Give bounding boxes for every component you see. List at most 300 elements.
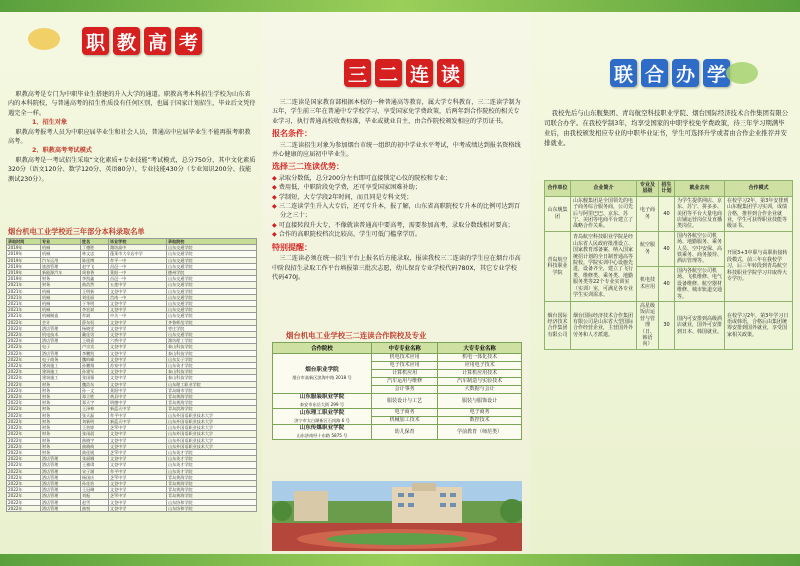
- table-cell: 2019年: [7, 257, 41, 263]
- title-char: 考: [175, 27, 202, 55]
- table-cell: 曲晓宇: [81, 437, 109, 443]
- table-cell: 陈佳博: [81, 257, 109, 263]
- table-cell: 2022年: [7, 418, 41, 424]
- table-cell: 2022年: [7, 332, 41, 338]
- table-cell: 孙一文: [81, 387, 109, 393]
- table-cell: 苏家中学: [109, 363, 167, 369]
- table-cell: 酒店管理: [41, 325, 81, 331]
- table-cell: 2019年: [7, 263, 41, 269]
- table-cell: 新能源汽车: [41, 270, 81, 276]
- job-cell: 国内各航空公司机场、地勤服务、乘务人员、空中安保、高铁乘务、商务接待、酒店管理等。: [675, 231, 725, 266]
- table-cell: 酒店管理: [41, 462, 81, 468]
- table-cell: 酒店管理: [41, 480, 81, 486]
- table-cell: 刘振: [81, 493, 109, 499]
- panel-title: [82, 24, 202, 58]
- check-icon: ◆: [272, 221, 279, 229]
- table-cell: 文登中学: [109, 456, 167, 462]
- table-cell: 2019年: [7, 276, 41, 282]
- table-cell: 泰山科技学院: [167, 375, 257, 381]
- list-item: [272, 202, 522, 221]
- table-cell: 计算机应用: [372, 370, 438, 378]
- job-cell: 为学生提供网店、京东、苏宁、拼多多、美团等平台大量电商店铺运营岗位及直播类岗位。: [675, 196, 725, 231]
- table-cell: 枣庄学院: [167, 325, 257, 331]
- intro-paragraph: 我校先后与山东舰集团、青岛航空科技职业学院、烟台国际经济技术合作集团有限公司联合办学。在我校学制3年，均享受国家的中职学校免学费政策，待三年学习期满毕业后，由我校颁发相应专业的中职毕业证书，学生可选择升学或者由合作企业推荐并安排就业。: [544, 109, 789, 147]
- table-cell: 财务: [41, 282, 81, 288]
- plan-cell: 40: [659, 266, 675, 301]
- table-cell: 汽车制造与实验技术: [438, 378, 522, 386]
- flower-icon: [28, 28, 60, 50]
- advantage-text: 费用低，中职阶段免学费，还可享受国家困难补助；: [278, 184, 422, 192]
- table-cell: 于华明: [81, 301, 109, 307]
- check-icon: ◆: [272, 174, 279, 182]
- table-cell: 孙鹏翔: [81, 363, 109, 369]
- advantage-text: 学制短，大专学段2年时间，而且同是专科文凭；: [278, 193, 413, 201]
- table-cell: 青岛黄海学院: [167, 474, 257, 480]
- major-cell: 航空服务: [637, 231, 659, 266]
- table-cell: 芝罘中学: [109, 474, 167, 480]
- title-char: 联: [610, 59, 637, 87]
- table-cell: 文登中学: [109, 443, 167, 449]
- table-cell: 山东理工职业学院: [167, 381, 257, 387]
- table-cell: 2022年: [7, 437, 41, 443]
- three-two-text: [272, 98, 522, 282]
- school-cell: [273, 425, 372, 440]
- title-char: 教: [113, 27, 140, 55]
- list-item: [272, 183, 522, 192]
- table-cell: 新蓝天中学: [109, 418, 167, 424]
- table-cell: 牟斌: [81, 313, 109, 319]
- section-heading: 特别提醒：: [272, 242, 312, 252]
- table-cell: 泰山科技学院: [167, 344, 257, 350]
- table-cell: 赵宇飞: [81, 263, 109, 269]
- table-cell: 山东交通学院: [167, 332, 257, 338]
- table-header: 企业简介: [571, 181, 637, 197]
- table-cell: 2022年: [7, 493, 41, 499]
- table-cell: 山东女子学院: [167, 356, 257, 362]
- table-cell: 泰山科技学院: [167, 369, 257, 375]
- table-cell: 芝罘中学: [109, 425, 167, 431]
- table-cell: 2022年: [7, 325, 41, 331]
- table-cell: 昌邑一中: [109, 276, 167, 282]
- table-cell: 2021年: [7, 313, 41, 319]
- check-icon: ◆: [272, 203, 279, 211]
- table-cell: 电子商务: [41, 356, 81, 362]
- plan-cell: 40: [659, 196, 675, 231]
- title-char: 合: [641, 59, 668, 87]
- table-cell: 牟平一中: [109, 257, 167, 263]
- table-cell: 文登中学: [109, 307, 167, 313]
- table-cell: 孙佳怡: [81, 480, 109, 486]
- table-cell: 新蓝天中学: [109, 406, 167, 412]
- list-item: [272, 221, 522, 230]
- table-cell: 芝罘中学: [109, 493, 167, 499]
- table-header: 录取时间: [7, 239, 41, 245]
- campus-photo: [272, 481, 522, 551]
- table-cell: 建筑施工: [41, 369, 81, 375]
- table-row: [273, 425, 522, 440]
- panel-vocational-exam: [0, 12, 262, 554]
- table-cell: 机电技术应用: [372, 354, 438, 362]
- table-header: 招生计划: [659, 181, 675, 197]
- table-cell: 机电技术: [41, 332, 81, 338]
- table-cell: 山东外国语职业技术大学: [167, 431, 257, 437]
- table-cell: 卢宗宾: [81, 344, 109, 350]
- major-cell: 机电技术应用: [637, 266, 659, 301]
- table-cell: 财务: [41, 381, 81, 387]
- table-cell: 2022年: [7, 394, 41, 400]
- intro-cell: 烟台国际经济技术合作集团有限公司是山东省大型国际合作经营企业，主营国外外劳务和人才派遣。: [571, 301, 637, 349]
- table-cell: 孙建军: [81, 369, 109, 375]
- table-cell: 财务: [41, 443, 81, 449]
- table-cell: 山东协和学院: [167, 499, 257, 505]
- check-icon: ◆: [272, 193, 279, 201]
- table-cell: 王明新: [81, 288, 109, 294]
- paragraph: 职教高考是一考试招生采取“文化素质+专业技能”考试模式，总分750分，其中文化素质320分（语文120分、数学120分、英语80分），专业技能430分（专业知识200分、技能测试230分）。: [8, 156, 256, 183]
- title-char: 连: [406, 59, 433, 87]
- table-cell: 2022年: [7, 412, 41, 418]
- intro-cell: 山东舰集团是全国领先的电子商务综合服务商，公司先后与阿里巴巴、京东、苏宁、美团等电商平台建立了战略合作关系。: [571, 196, 637, 231]
- major-cell: 电子商务: [637, 196, 659, 231]
- table-cell: 2022年: [7, 487, 41, 493]
- table-cell: 青岛黄海学院: [167, 487, 257, 493]
- table-cell: 文登中学: [109, 356, 167, 362]
- table-cell: 2022年: [7, 356, 41, 362]
- table-cell: 青岛黄海学院: [167, 493, 257, 499]
- table-cell: 2022年: [7, 375, 41, 381]
- table-cell: 林文忠: [81, 251, 109, 257]
- table-cell: 山东外国语职业技术大学: [167, 425, 257, 431]
- table-cell: 2019年: [7, 270, 41, 276]
- table-cell: 六桥中学: [109, 338, 167, 344]
- panel-three-two: [262, 12, 530, 554]
- top-band: [0, 0, 800, 12]
- table-cell: 山东交通学院: [167, 288, 257, 294]
- table-cell: 服装与服饰设计: [438, 394, 522, 409]
- table-cell: 2022年: [7, 505, 41, 511]
- table-cell: 文登中学: [109, 344, 167, 350]
- mode-cell: 在校学习2年，第3年安排到山东舰集团学习实训，成绩合格，推荐到合作企业就业，学生可获得职业技能等级证书。: [725, 196, 793, 231]
- table-cell: 机械加工技术: [372, 417, 438, 425]
- table-cell: 财务: [41, 406, 81, 412]
- table-cell: 魏昀峰: [81, 356, 109, 362]
- table-cell: 蓬莱市大辛店中学: [109, 251, 167, 257]
- unit-cell: 青岛航空科技职业学院: [545, 231, 571, 301]
- table-cell: 青岛黄海学院: [167, 400, 257, 406]
- table-cell: 莱阳一中: [109, 270, 167, 276]
- table-cell: 青岛黄海学院: [167, 480, 257, 486]
- paragraph: 三二连读必须在统一招生平台上报名后方能录取，报读我校三二连读的学生应在烟台市高中阶段招生录取工作平台填报第三批次志愿，幼儿保育专业学校代码780X，其它专业学校代码470J。: [272, 255, 521, 281]
- table-cell: 曲晓萌: [81, 443, 109, 449]
- table-cell: 2021年: [7, 307, 41, 313]
- table-cell: 山东交通学院: [167, 257, 257, 263]
- table-cell: 山东外国语职业技术大学: [167, 443, 257, 449]
- table-cell: 2022年: [7, 443, 41, 449]
- table-cell: 酒店管理: [41, 338, 81, 344]
- table-cell: 山东英才学院: [167, 363, 257, 369]
- table-cell: 数控技术: [438, 417, 522, 425]
- school-address: 山东济南经十东路 5875 号: [296, 433, 348, 438]
- table-cell: 山东交通学院: [167, 263, 257, 269]
- table-cell: 张雨晨: [81, 431, 109, 437]
- school-address: 济宁市太白湖新区石岗路 6 号: [294, 417, 350, 423]
- table-cell: 电子商务: [438, 409, 522, 417]
- table-cell: 刘佳丽: [81, 294, 109, 300]
- advantage-text: 三二连读学生升入大专后，还可专升本，报了解，山东省高职院校专升本的比例可达到百分之三十；: [278, 203, 521, 220]
- table-cell: 文登中学: [109, 375, 167, 381]
- table-cell: 机械: [41, 245, 81, 251]
- table-cell: 潍坊理工学院: [167, 338, 257, 344]
- table-cell: 山东英才学院: [167, 449, 257, 455]
- table-cell: 山东交通学院: [167, 251, 257, 257]
- table-cell: 杨晓雯: [81, 325, 109, 331]
- table-cell: 机械: [41, 251, 81, 257]
- table-cell: 王怡婷: [81, 425, 109, 431]
- school-address: 泰安市东岳大街 299 号: [299, 402, 345, 407]
- table-cell: 牟平中学: [109, 412, 167, 418]
- table-cell: 酒店管理: [41, 493, 81, 499]
- table-cell: 文登中学: [109, 350, 167, 356]
- table-cell: 2022年: [7, 456, 41, 462]
- school-cell: [273, 394, 372, 409]
- school-address: 烟台市高新区滨海中路 2018 号: [292, 374, 352, 380]
- table-cell: 刘新明: [81, 418, 109, 424]
- table-cell: 电子商务: [372, 409, 438, 417]
- title-char: 读: [437, 59, 464, 87]
- section-heading: 2、职教高考考试模式: [32, 147, 92, 155]
- table-cell: 汽车运用: [41, 257, 81, 263]
- bottom-band: [0, 554, 800, 566]
- table-cell: 文登中学: [109, 487, 167, 493]
- table-cell: 郑天宇: [81, 400, 109, 406]
- list-item: [272, 230, 522, 239]
- plan-cell: 40: [659, 231, 675, 266]
- table-cell: 建筑施工: [41, 375, 81, 381]
- table-cell: 2022年: [7, 381, 41, 387]
- job-cell: 国内可安排到高级酒店就业，国外可安排到日本、韩国就业。: [675, 301, 725, 349]
- table-cell: 青岛黄海学院: [167, 394, 257, 400]
- table-cell: 山东英才学院: [167, 456, 257, 462]
- section-heading: 1、招生对象: [32, 119, 68, 127]
- table-cell: 大数据与会计: [438, 386, 522, 394]
- section-heading: 选择三二连读优势：: [272, 162, 344, 172]
- table-cell: 丁德胜: [81, 245, 109, 251]
- table-cell: 电子: [41, 344, 81, 350]
- table-cell: 文登中学: [109, 369, 167, 375]
- table-cell: 2022年: [7, 400, 41, 406]
- table-cell: 酒店管理: [41, 456, 81, 462]
- section-heading: 报名条件：: [272, 129, 312, 139]
- paragraph: 职教高考报考人员为中职应届毕业生和社会人员，普通高中应届毕业生不能再报考职教高考。: [8, 128, 251, 146]
- title-char: 学: [703, 59, 730, 87]
- table-cell: 财务: [41, 418, 81, 424]
- school-cell: [273, 354, 372, 394]
- paragraph: 三二连读招生对象为参加烟台市统一组织的初中学业水平考试，中考成绩达到报名资格线并心健康的应届初中毕业生。: [272, 141, 521, 159]
- admission-table: [6, 238, 257, 512]
- table-cell: 2022年: [7, 350, 41, 356]
- table-cell: 财务: [41, 437, 81, 443]
- table-cell: 杨国庆: [81, 474, 109, 480]
- table-cell: 泰山科技学院: [167, 350, 257, 356]
- advantage-list: [272, 174, 522, 240]
- school-name: 烟台职业学院: [305, 366, 339, 373]
- table-cell: 明德中学: [109, 400, 167, 406]
- table-cell: 建筑施工: [41, 363, 81, 369]
- table-cell: 旅游管理: [41, 263, 81, 269]
- school-name: 山东服装职业学院: [299, 394, 345, 400]
- table-header: 合作单位: [545, 181, 571, 197]
- table-cell: 财务: [41, 394, 81, 400]
- panel-title: [344, 56, 464, 90]
- title-char: 二: [375, 59, 402, 87]
- table-cell: 财务: [41, 449, 81, 455]
- table-cell: 郑立胜: [81, 394, 109, 400]
- table-cell: 2022年: [7, 468, 41, 474]
- table-cell: 汽车运用与维修: [372, 378, 438, 386]
- table-cell: 2022年: [7, 499, 41, 505]
- table-cell: 2022年: [7, 474, 41, 480]
- table-cell: 王泽林: [81, 406, 109, 412]
- title-char: 办: [672, 59, 699, 87]
- table-cell: 2022年: [7, 406, 41, 412]
- table-row: [7, 505, 257, 511]
- table-cell: 机械: [41, 301, 81, 307]
- table-cell: 昌邑一中: [109, 263, 167, 269]
- table-cell: 2022年: [7, 319, 41, 325]
- table-cell: 山东协和学院: [167, 505, 257, 511]
- table-cell: 计算机应用技术: [438, 370, 522, 378]
- table-cell: 周春香: [81, 270, 109, 276]
- table-title: 烟台机电工业学校三二连读合作院校及专业: [286, 331, 427, 340]
- table-cell: 文登中学: [109, 288, 167, 294]
- list-item: [272, 174, 522, 183]
- table-cell: 山东外国语职业技术大学: [167, 437, 257, 443]
- table-cell: 王晓嘉: [81, 338, 109, 344]
- table-cell: 机械: [41, 288, 81, 294]
- table-cell: 山东外国语职业技术大学: [167, 418, 257, 424]
- unit-cell: 山东舰集团: [545, 196, 571, 231]
- table-cell: 张天磊: [81, 412, 109, 418]
- table-cell: 2022年: [7, 344, 41, 350]
- table-cell: 文登中学: [109, 505, 167, 511]
- title-char: 三: [344, 59, 371, 87]
- table-cell: 文登中学: [109, 301, 167, 307]
- table-title: 烟台机电工业学校近三年部分本科录取名单: [8, 227, 145, 236]
- table-cell: 中关一中: [109, 313, 167, 319]
- table-cell: 电子技术应用: [372, 362, 438, 370]
- table-header: 中专专业名称: [372, 343, 438, 354]
- table-cell: 曲悦: [81, 505, 109, 511]
- table-row: [273, 354, 522, 362]
- table-cell: 李宏斌: [81, 307, 109, 313]
- table-cell: 2021年: [7, 301, 41, 307]
- table-cell: 财务: [41, 276, 81, 282]
- joint-table: [544, 180, 793, 350]
- table-header: 就业去向: [675, 181, 725, 197]
- table-cell: 芝罘中学: [109, 449, 167, 455]
- table-cell: 2022年: [7, 363, 41, 369]
- table-cell: 财务: [41, 425, 81, 431]
- table-cell: 王雅琪: [81, 462, 109, 468]
- table-cell: 机械制造: [41, 313, 81, 319]
- table-row: [545, 231, 793, 266]
- table-cell: 莒南一中: [109, 294, 167, 300]
- plan-cell: 30: [659, 301, 675, 349]
- table-cell: 应用电子技术: [438, 362, 522, 370]
- table-cell: 曲浩然: [81, 282, 109, 288]
- table-header: 合作模式: [725, 181, 793, 197]
- table-cell: 山东交通学院: [167, 313, 257, 319]
- table-cell: 2022年: [7, 369, 41, 375]
- table-cell: 会计: [41, 319, 81, 325]
- table-cell: 文登中学: [109, 332, 167, 338]
- check-icon: ◆: [272, 231, 279, 239]
- table-cell: 文登中学: [109, 480, 167, 486]
- table-cell: 2022年: [7, 338, 41, 344]
- table-cell: 酒店管理: [41, 505, 81, 511]
- table-cell: 财务: [41, 431, 81, 437]
- table-cell: 2022年: [7, 425, 41, 431]
- table-row: [273, 394, 522, 409]
- table-cell: 机械: [41, 307, 81, 313]
- table-cell: 机械: [41, 294, 81, 300]
- school-name: 山东传媒职业学院: [299, 425, 345, 431]
- table-cell: 五莲中学: [109, 282, 167, 288]
- table-cell: 张丽娜: [81, 456, 109, 462]
- table-header: 姓名: [81, 239, 109, 245]
- job-cell: 国内各航空公司机场、飞机维修、电气设备维修、航空器材维修、城市轨道交通等。: [675, 266, 725, 301]
- table-cell: 黄县中学: [109, 394, 167, 400]
- table-cell: 文登中学: [109, 462, 167, 468]
- table-cell: 文登中学: [109, 319, 167, 325]
- table-cell: 潍坊高中: [109, 245, 167, 251]
- table-cell: 文登中学: [109, 381, 167, 387]
- table-cell: 莱阳中学: [109, 387, 167, 393]
- table-cell: 酒店管理: [41, 487, 81, 493]
- table-cell: 财务: [41, 412, 81, 418]
- advantage-text: 录取分数低，总分200分左右即可直接锁定心仪的院校和专业；: [278, 174, 452, 182]
- table-cell: 青岛城市学院: [167, 387, 257, 393]
- table-cell: 2022年: [7, 462, 41, 468]
- advantage-text: 合作的高职院校档次比较高，学生可低门槛拿学历。: [278, 231, 422, 239]
- table-row: [545, 196, 793, 231]
- table-cell: 2021年: [7, 288, 41, 294]
- mode-cell: 开展3+3中职与高职衔接转段模式，前三年在我校学习，后三年转段到青岛航空科技职业学院学习并取得大专学历。: [725, 231, 793, 301]
- table-cell: 曲佳媛: [81, 449, 109, 455]
- table-cell: 山东英才学院: [167, 468, 257, 474]
- table-cell: 齐鲁师范学院: [167, 319, 257, 325]
- table-cell: 山东交通学院: [167, 276, 257, 282]
- mode-cell: 在校学习2年，第3年学习日语或韩语，合格后由集团统筹安排到国外就业，享受国家相关政策。: [725, 301, 793, 349]
- table-cell: 文登中学: [109, 431, 167, 437]
- table-cell: 山东交通学院: [167, 301, 257, 307]
- table-cell: 德州学院: [167, 270, 257, 276]
- table-cell: 幼儿保育: [372, 425, 438, 440]
- table-cell: 魏浩东: [81, 381, 109, 387]
- table-cell: 机电一体化技术: [438, 354, 522, 362]
- table-cell: 2022年: [7, 449, 41, 455]
- table-cell: 山东交通学院: [167, 282, 257, 288]
- table-row: [545, 301, 793, 349]
- table-cell: 财务: [41, 387, 81, 393]
- table-header: 毕业学校: [109, 239, 167, 245]
- table-cell: 酒店管理: [41, 350, 81, 356]
- table-header: 专业及层级: [637, 181, 659, 197]
- table-cell: 2021年: [7, 294, 41, 300]
- table-cell: 赵雪: [81, 499, 109, 505]
- table-cell: 会计事务: [372, 386, 438, 394]
- table-cell: 李凯鑫: [81, 276, 109, 282]
- panel-title: [610, 56, 730, 90]
